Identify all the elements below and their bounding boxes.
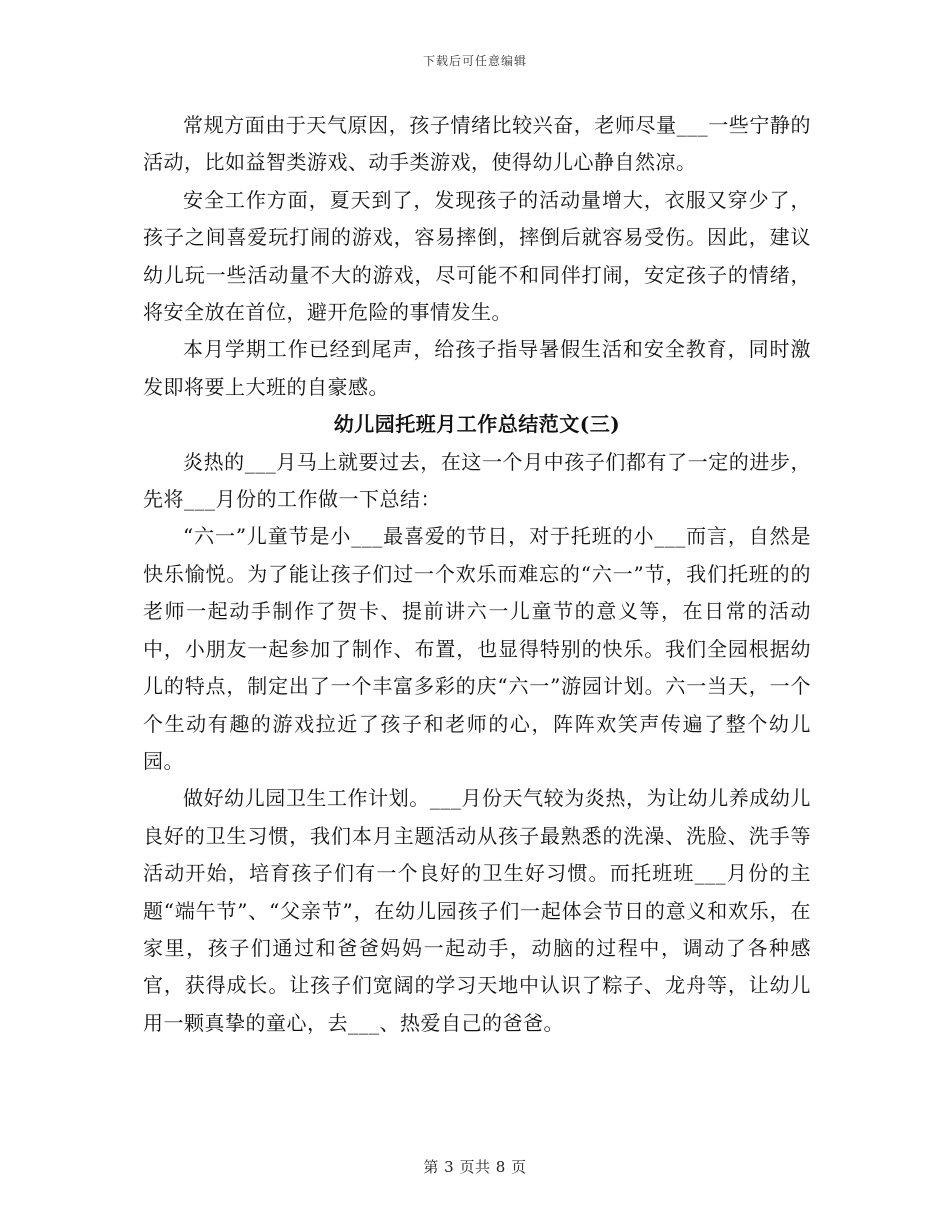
paragraph-semester-end: 本月学期工作已经到尾声，给孩子指导暑假生活和安全教育，同时激发即将要上大班的自豪感。 <box>143 337 811 399</box>
paragraph-hygiene: 做好幼儿园卫生工作计划。___月份天气较为炎热，为让幼儿养成幼儿良好的卫生习惯，我们本月主题活动从孩子最熟悉的洗澡、洗脸、洗手等活动开始，培育孩子们有一个良好的卫生好习惯。而托班班___月份的主题“端午节”、“父亲节”，在幼儿园孩子们一起体会节日的意义和欢乐，在家里，孩子们通过和爸爸妈妈一起动手，动脑的过程中，调动了各种感官，获得成长。让孩子们宽阔的学习天地中认识了粽子、龙舟等，让幼儿用一颗真挚的童心，去___、热爱自己的爸爸。 <box>143 786 811 1035</box>
section-title: 幼儿园托班月工作总结范文(三) <box>333 412 621 437</box>
page-number: 第 3 页共 8 页 <box>423 1158 527 1176</box>
paragraph-safety: 安全工作方面，夏天到了，发现孩子的活动量增大，衣服又穿少了，孩子之间喜爱玩打闹的游戏，容易摔倒，摔倒后就容易受伤。因此，建议幼儿玩一些活动量不大的游戏，尽可能不和同伴打闹，安定孩子的情绪，将安全放在首位，避开危险的事情发生。 <box>143 187 811 325</box>
paragraph-childrens-day: “六一”儿童节是小___最喜爱的节日，对于托班的小___而言，自然是快乐愉悦。为了能让孩子们过一个欢乐而难忘的“六一”节，我们托班的的老师一起动手制作了贺卡、提前讲六一儿童节的意义等，在日常的活动中，小朋友一起参加了制作、布置，也显得特别的快乐。我们全园根据幼儿的特点，制定出了一个丰富多彩的庆“六一”游园计划。六一当天，一个个生动有趣的游戏拉近了孩子和老师的心，阵阵欢笑声传遍了整个幼儿园。 <box>143 524 811 773</box>
paragraph-intro: 炎热的___月马上就要过去，在这一个月中孩子们都有了一定的进步，先将___月份的工作做一下总结： <box>143 449 811 512</box>
document-body <box>143 107 811 1042</box>
paragraph-routine: 常规方面由于天气原因，孩子情绪比较兴奋，老师尽量___一些宁静的活动，比如益智类游戏、动手类游戏，使得幼儿心静自然凉。 <box>143 113 811 175</box>
header-note: 下载后可任意编辑 <box>422 54 527 68</box>
